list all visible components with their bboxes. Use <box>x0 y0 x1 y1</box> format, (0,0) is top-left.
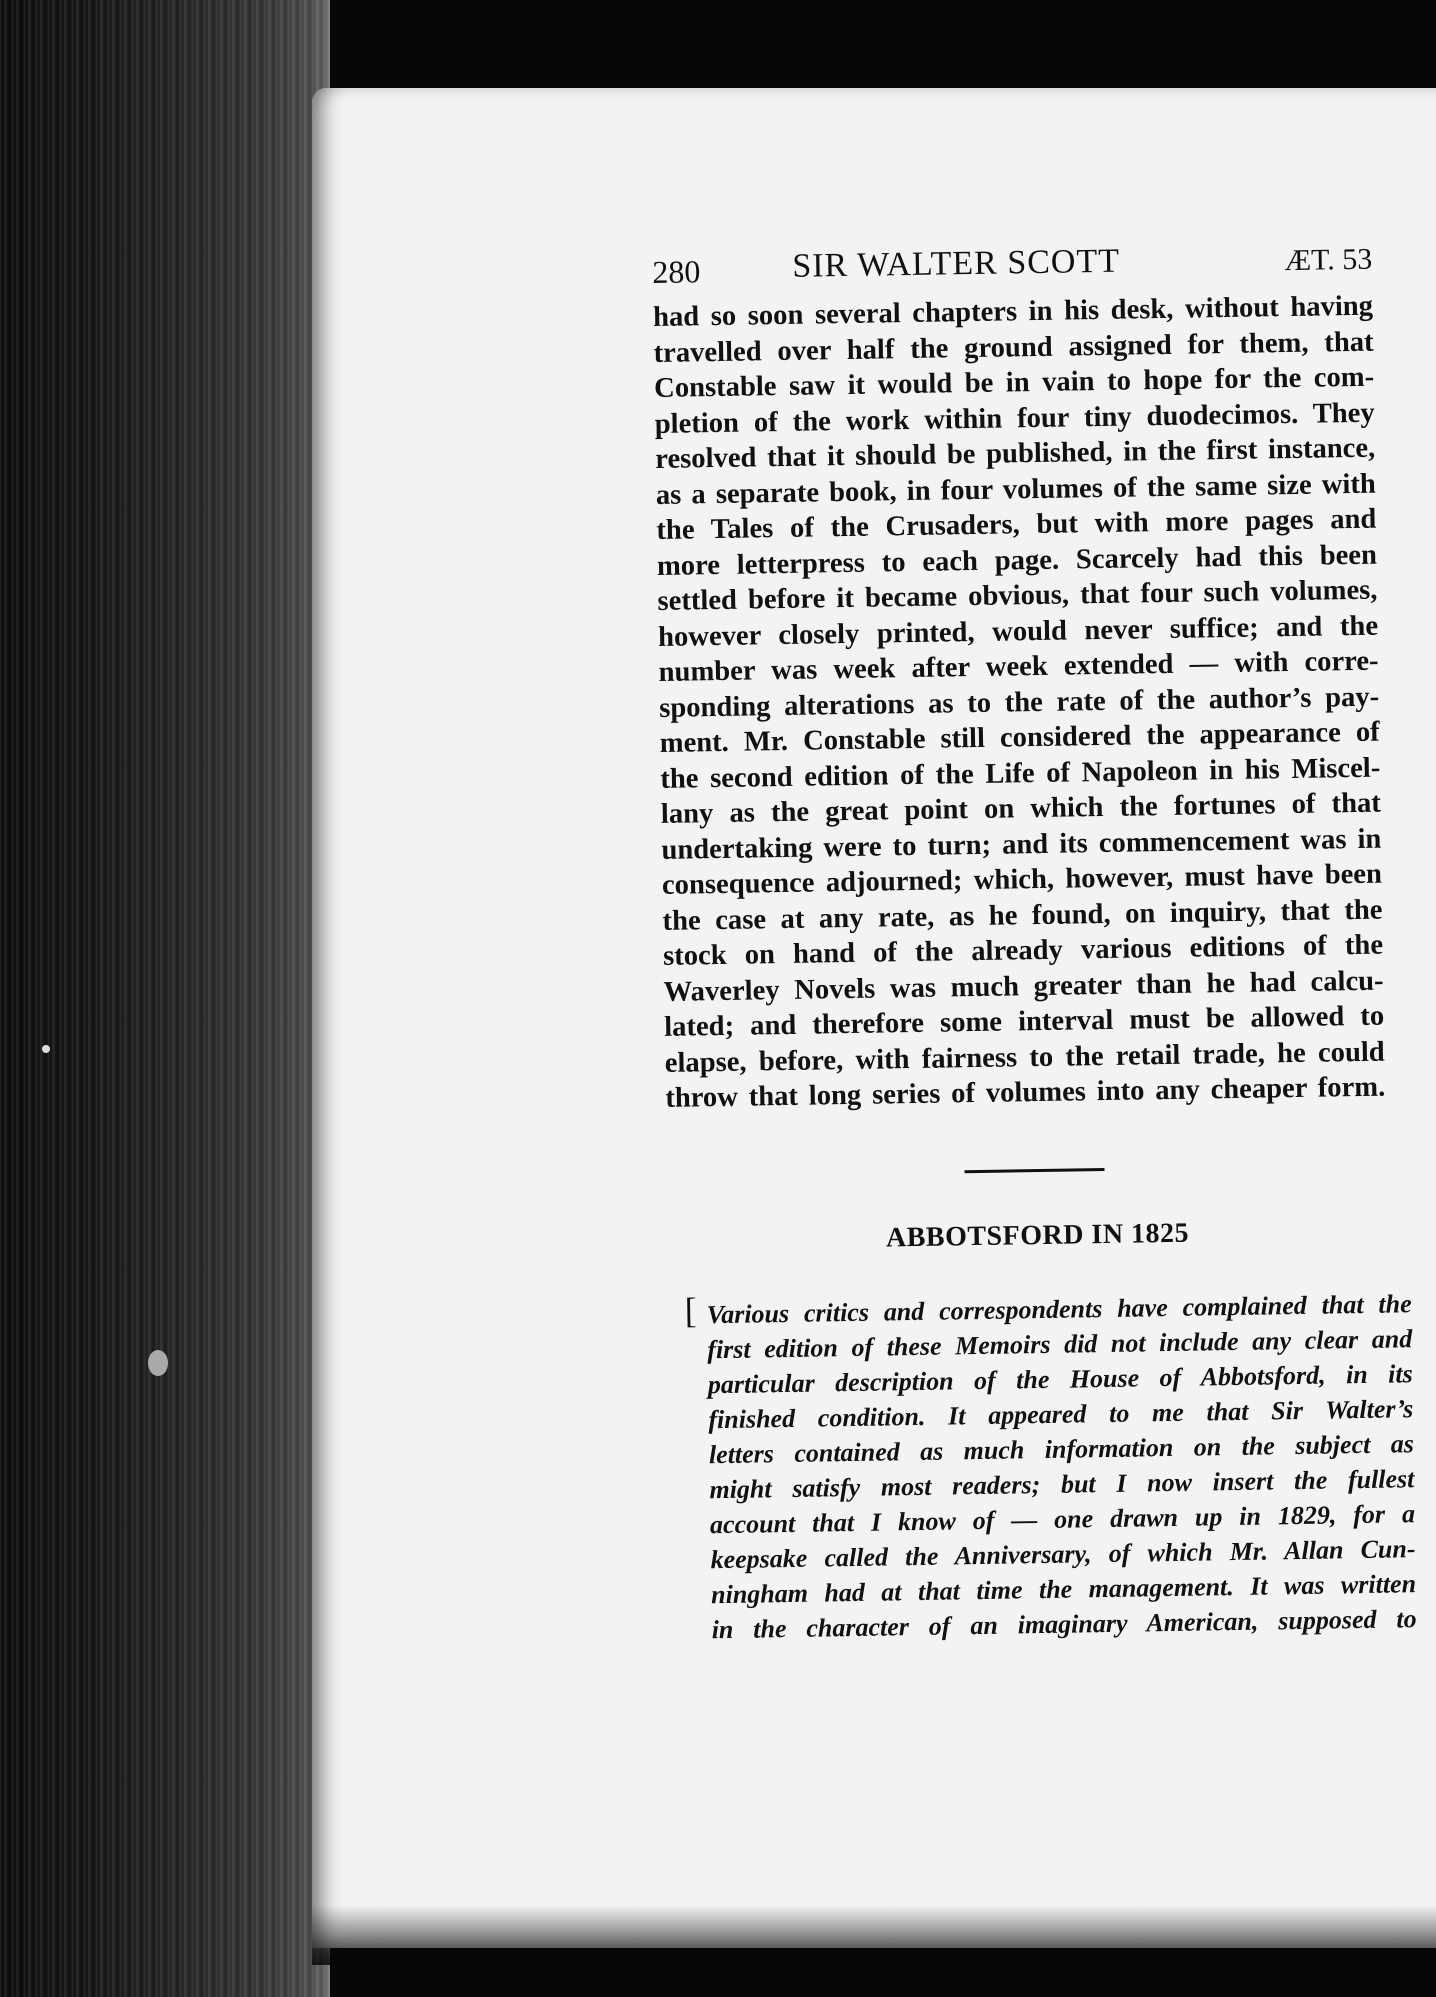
text-line: stock on hand of the already various editions of the <box>662 929 1384 972</box>
text-line: elapse, before, with fairness to the retail trade, he could <box>664 1036 1385 1079</box>
italic-line: might satisfy most readers; but I now insert the fullest <box>709 1463 1415 1504</box>
italic-line: finished condition. It appeared to me that Sir Walter’s <box>708 1393 1414 1434</box>
scan-speck <box>148 1350 168 1376</box>
text-line: lany as the great point on which the fortunes of that <box>660 787 1382 830</box>
running-head-title: SIR WALTER SCOTT <box>791 242 1121 285</box>
text-line: the case at any rate, as he found, on inquiry, that the <box>662 894 1383 937</box>
text-line: Waverley Novels was much greater than he had calcu- <box>663 965 1384 1008</box>
page-number: 280 <box>652 253 701 290</box>
text-line: more letterpress to each page. Scarcely had this been <box>656 539 1378 582</box>
italic-line: letters contained as much information on the subject as <box>708 1428 1415 1469</box>
page-bottom-shadow <box>312 1905 1436 1965</box>
italic-line: keepsake called the Anniversary, of which Mr. Allan Cun- <box>710 1533 1416 1574</box>
text-line: resolved that it should be published, in the first instance, <box>655 432 1376 475</box>
section-title: ABBOTSFORD IN 1825 <box>885 1217 1190 1253</box>
italic-preface <box>684 1286 1417 1647</box>
italic-line: particular description of the House of Abbotsford, in its <box>707 1358 1413 1399</box>
opening-bracket: [ <box>684 1289 697 1331</box>
text-line: pletion of the work within four tiny duodecimos. They <box>654 397 1375 440</box>
text-line: the second edition of the Life of Napoleon in his Miscel- <box>660 752 1381 795</box>
italic-line: ningham had at that time the management. It was written <box>710 1568 1417 1609</box>
section-divider <box>964 1168 1104 1173</box>
page-text <box>652 239 1417 1648</box>
italic-line: in the character of an imaginary American, supposed to <box>711 1603 1417 1644</box>
text-line: had so soon several chapters in his desk, without having <box>652 290 1374 333</box>
scan-speck <box>42 1045 50 1053</box>
text-line: as a separate book, in four volumes of the same size with <box>655 468 1377 511</box>
text-line: Constable saw it would be in vain to hope for the com- <box>653 361 1375 404</box>
text-line: sponding alterations as to the rate of the author’s pay- <box>658 681 1380 724</box>
italic-line: account that I know of — one drawn up in 1829, for a <box>709 1498 1416 1539</box>
text-line: throw that long series of volumes into any cheaper form. <box>665 1071 1386 1114</box>
text-line: settled before it became obvious, that four such volumes, <box>657 574 1378 617</box>
body-paragraph <box>653 289 1386 1117</box>
italic-line: Various critics and correspondents have complained that the <box>706 1288 1412 1329</box>
text-line: the Tales of the Crusaders, but with more pages and <box>656 503 1377 546</box>
text-line: however closely printed, would never suffice; and the <box>657 610 1379 653</box>
italic-line: first edition of these Memoirs did not include any clear and <box>707 1323 1413 1364</box>
book-spine-edge <box>0 0 330 1997</box>
text-line: travelled over half the ground assigned for them, that <box>653 326 1374 369</box>
running-head-age: ÆT. 53 <box>1284 242 1373 278</box>
text-line: consequence adjourned; which, however, must have been <box>661 858 1383 901</box>
text-line: ment. Mr. Constable still considered the appearance of <box>659 716 1380 759</box>
text-line: lated; and therefore some interval must be allowed to <box>663 1000 1385 1043</box>
text-line: number was week after week extended — with corre- <box>658 645 1379 688</box>
text-line: undertaking were to turn; and its commencement was in <box>661 823 1382 866</box>
